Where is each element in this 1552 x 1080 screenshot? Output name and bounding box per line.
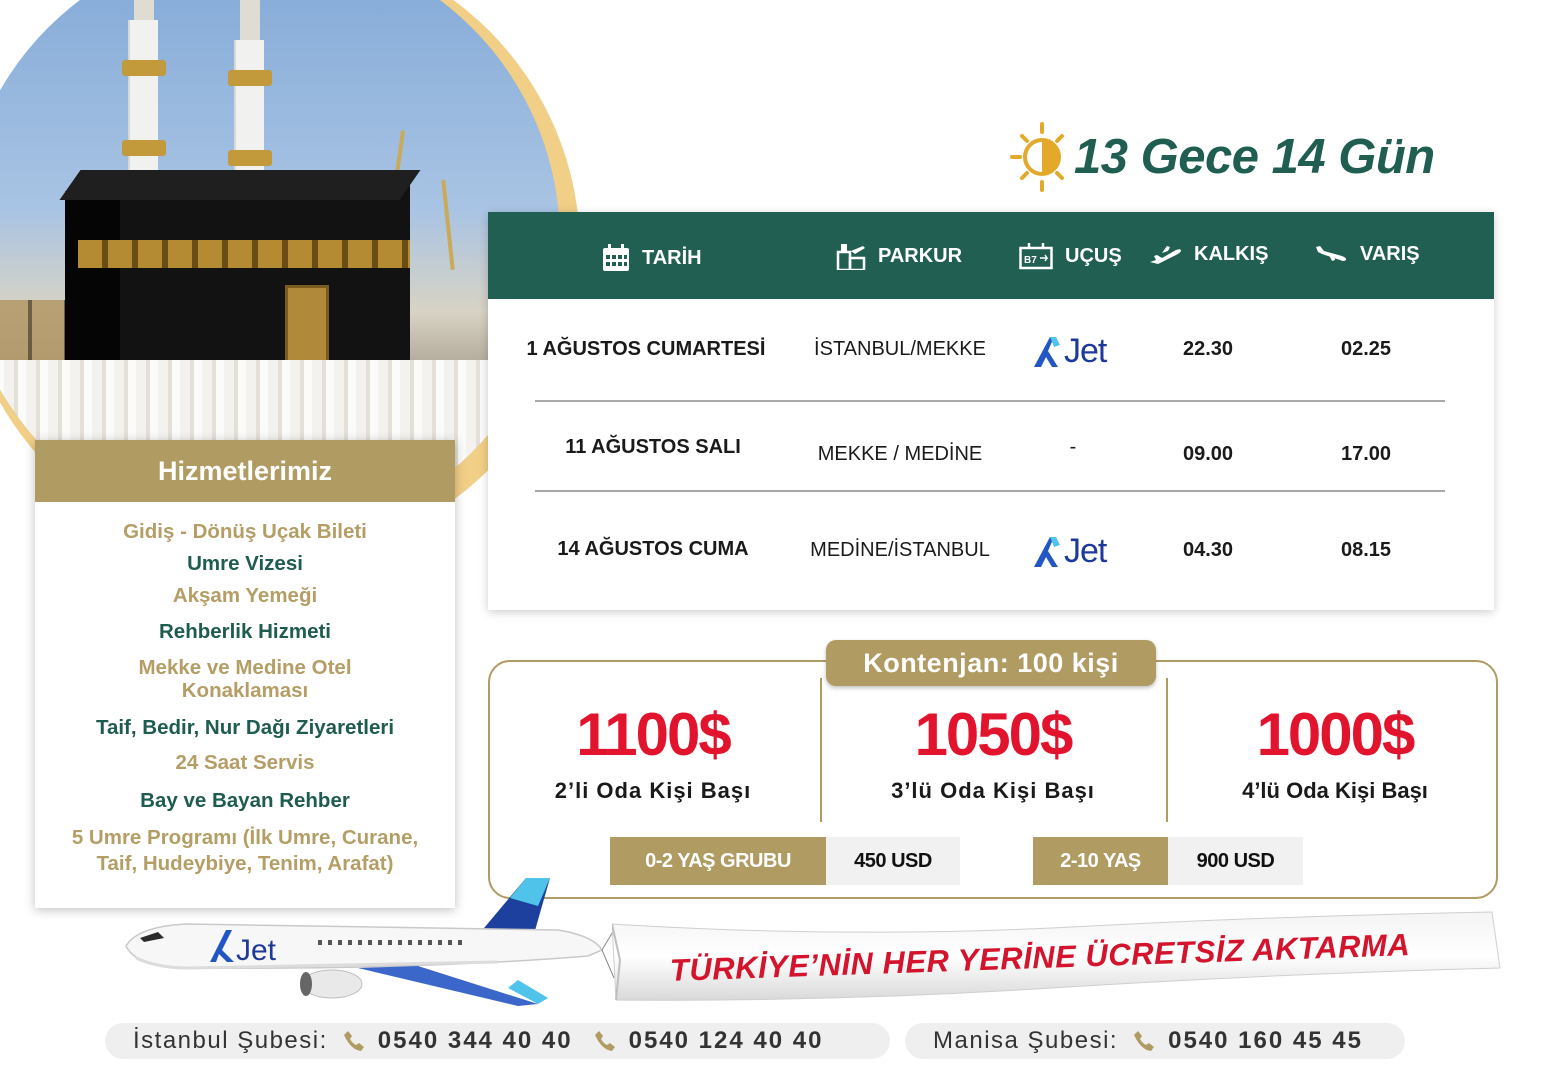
istanbul-branch-contact (105, 1023, 890, 1059)
row3-date: 14 AĞUSTOS CUMA (557, 538, 749, 560)
row-divider (535, 400, 1445, 402)
service-item: Taif, Bedir, Nur Dağı Ziyaretleri (95, 716, 395, 739)
row3-departure: 04.30 (1182, 539, 1234, 561)
header-route (836, 242, 962, 270)
service-item: Mekke ve Medine Otel (138, 656, 352, 679)
duration-text: 13 Gece 14 Gün (1074, 130, 1435, 184)
row3-airline-name: Jet (1064, 532, 1107, 570)
kaaba-roof (59, 170, 420, 200)
calendar-icon (602, 244, 630, 272)
duration (1010, 122, 1435, 192)
manisa-branch-label: Manisa Şubesi: (933, 1027, 1119, 1054)
crane (441, 180, 454, 270)
age-group-infant-price: 450 USD (826, 837, 960, 885)
gate-board-icon (1019, 242, 1053, 270)
kaaba-gold-band (78, 240, 410, 268)
phone-icon (1132, 1029, 1156, 1053)
services-list (35, 502, 455, 908)
quota-badge: Kontenjan: 100 kişi (826, 640, 1156, 686)
service-item: Gidiş - Dönüş Uçak Bileti (123, 520, 367, 543)
row-divider (535, 490, 1445, 492)
istanbul-phone-1-number[interactable]: 0540 344 40 40 (377, 1027, 573, 1054)
price-double: 1100$ (576, 701, 730, 768)
plane-livery-text: Jet (236, 934, 277, 967)
takeoff-icon (1148, 242, 1182, 266)
row1-airline-name: Jet (1064, 332, 1107, 370)
price-triple-label: 3’lü Oda Kişi Başı (891, 778, 1095, 803)
row1-date: 1 AĞUSTOS CUMARTESİ (526, 338, 766, 360)
ajet-logo-icon (1032, 335, 1062, 369)
airport-icon (836, 242, 866, 270)
manisa-phone-1[interactable] (1132, 1027, 1363, 1055)
row2-airline: - (1069, 436, 1077, 458)
header-flight-label: UÇUŞ (1065, 244, 1122, 267)
header-arrival-label: VARIŞ (1360, 242, 1420, 265)
service-item: Umre Vizesi (187, 552, 303, 575)
header-departure (1148, 242, 1268, 266)
price-double-label: 2’li Oda Kişi Başı (554, 778, 752, 803)
phone-icon (593, 1029, 617, 1053)
row1-route: İSTANBUL/MEKKE (814, 338, 986, 360)
service-item: 24 Saat Servis (175, 751, 315, 774)
svg-text:B7: B7 (1024, 255, 1037, 266)
services-title: Hizmetlerimiz (35, 440, 455, 502)
header-flight (1019, 242, 1122, 270)
istanbul-phone-2[interactable] (593, 1027, 824, 1055)
row2-departure: 09.00 (1182, 443, 1234, 465)
service-item: 5 Umre Programı (İlk Umre, Curane, (71, 826, 419, 849)
phone-icon (342, 1029, 366, 1053)
row3-arrival: 08.15 (1340, 539, 1392, 561)
price-divider (1166, 678, 1168, 822)
row2-arrival: 17.00 (1340, 443, 1392, 465)
header-route-label: PARKUR (878, 244, 963, 267)
header-arrival (1314, 242, 1420, 266)
row1-departure: 22.30 (1182, 338, 1234, 360)
age-group-child-label: 2-10 YAŞ (1033, 837, 1168, 885)
transfer-banner-text: TÜRKİYE’NİN HER YERİNE ÜCRETSİZ AKTARMA (669, 927, 1411, 988)
flight-table (488, 212, 1494, 610)
ajet-airplane (118, 870, 618, 1010)
header-date (602, 244, 702, 272)
row3-airline (1032, 532, 1106, 571)
age-group-infant-label: 0-2 YAŞ GRUBU (610, 837, 826, 885)
service-item: Bay ve Bayan Rehber (140, 789, 350, 812)
service-item: Akşam Yemeği (172, 584, 318, 607)
header-departure-label: KALKIŞ (1194, 242, 1269, 265)
ajet-logo-icon (1032, 535, 1062, 569)
manisa-branch-contact (905, 1023, 1405, 1059)
row1-airline (1032, 332, 1106, 371)
price-quad: 1000$ (1256, 701, 1414, 768)
age-group-child-price: 900 USD (1168, 837, 1303, 885)
services-card (35, 440, 455, 908)
row1-arrival: 02.25 (1340, 338, 1392, 360)
sun-icon (1010, 122, 1068, 192)
price-divider (820, 678, 822, 822)
row2-route: MEKKE / MEDİNE (817, 443, 983, 465)
price-quad-label: 4’lü Oda Kişi Başı (1242, 778, 1428, 803)
istanbul-phone-1[interactable] (342, 1027, 573, 1055)
header-date-label: TARİH (642, 246, 702, 269)
istanbul-branch-label: İstanbul Şubesi: (133, 1027, 328, 1054)
service-item: Taif, Hudeybiye, Tenim, Arafat) (96, 852, 394, 875)
istanbul-phone-2-number[interactable]: 0540 124 40 40 (628, 1027, 824, 1054)
service-item: Rehberlik Hizmeti (158, 620, 332, 643)
row3-route: MEDİNE/İSTANBUL (810, 539, 990, 561)
row2-date: 11 AĞUSTOS SALI (565, 436, 741, 458)
price-triple: 1050$ (914, 701, 1072, 768)
landing-icon (1314, 242, 1348, 266)
service-item: Konaklaması (181, 679, 309, 702)
manisa-phone-1-number[interactable]: 0540 160 45 45 (1168, 1027, 1363, 1054)
flight-table-header (488, 212, 1494, 299)
